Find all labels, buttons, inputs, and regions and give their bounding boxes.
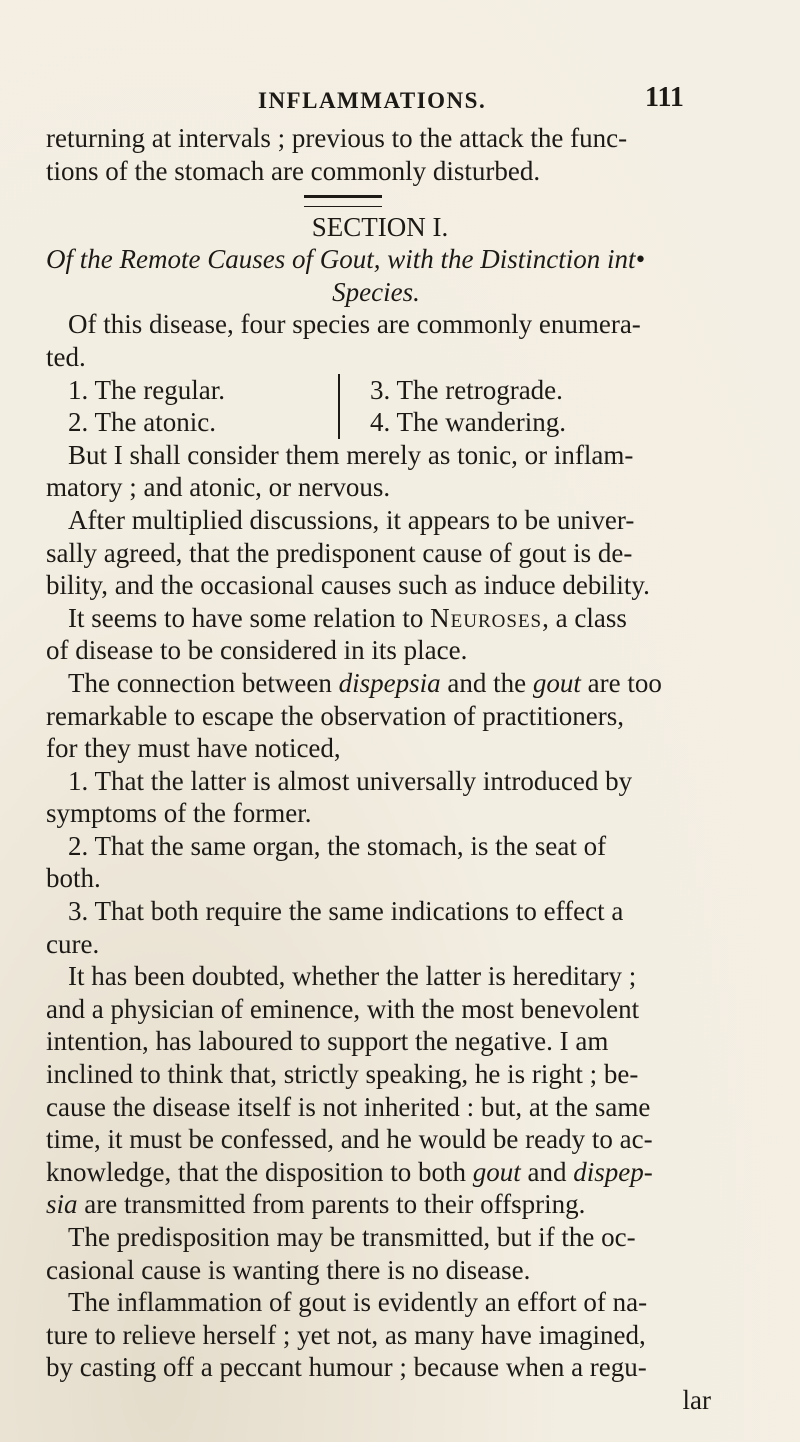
section-heading: SECTION I. xyxy=(311,212,449,243)
term-dispepsia: dispep- xyxy=(573,1156,653,1187)
text-line: After multiplied discussions, it appears to be univer- xyxy=(68,504,635,535)
text-span: are transmitted from parents to their offspring. xyxy=(77,1189,586,1220)
text-span: and the xyxy=(440,667,533,698)
text-line xyxy=(46,1188,761,1221)
list-item: 2. That the same organ, the stomach, is the seat of xyxy=(68,830,607,861)
species-item: 4. The wandering. xyxy=(370,407,566,438)
list-item: 3. That both require the same indications to effect a xyxy=(68,896,624,927)
text-line: for they must have noticed, xyxy=(46,733,341,764)
text-line: bility, and the occasional causes such as induce debility. xyxy=(46,570,650,601)
page-number: 111 xyxy=(645,82,684,113)
text-line: casional cause is wanting there is no disease. xyxy=(46,1254,531,1285)
text-line: of disease to be considered in its place. xyxy=(46,635,468,666)
running-head: INFLAMMATIONS. xyxy=(258,88,487,113)
section-rule xyxy=(304,195,382,207)
text-line: both. xyxy=(46,863,101,894)
text-line: tions of the stomach are commonly disturbed. xyxy=(46,155,541,186)
text-line: cure. xyxy=(46,928,100,959)
text-line: by casting off a peccant humour ; because when a regu- xyxy=(46,1352,647,1383)
text-line: ture to relieve herself ; yet not, as many have imagined, xyxy=(46,1319,646,1350)
text-line: It has been doubted, whether the latter is hereditary ; xyxy=(68,961,637,992)
text-span: The connection between xyxy=(68,667,339,698)
text-line: inclined to think that, strictly speaking, he is right ; be- xyxy=(46,1059,639,1090)
text-line: remarkable to escape the observation of practitioners, xyxy=(46,700,625,731)
text-line: symptoms of the former. xyxy=(46,798,312,829)
body-text xyxy=(46,122,761,1417)
text-span: It seems to have some relation to xyxy=(68,602,431,633)
species-item: 1. The regular. xyxy=(68,374,225,405)
text-span: are too xyxy=(580,667,662,698)
section-title-continued: Species. xyxy=(332,276,420,307)
text-line: But I shall consider them merely as tonic, or inflam- xyxy=(68,439,634,470)
text-line: ted. xyxy=(46,341,86,372)
species-item: 2. The atonic. xyxy=(68,407,216,438)
text-line xyxy=(46,1156,761,1189)
species-column-right xyxy=(338,374,640,439)
term-dispepsia-continued: sia xyxy=(46,1189,78,1220)
text-line: The predisposition may be transmitted, but if the oc- xyxy=(68,1222,636,1252)
text-line: cause the disease itself is not inherited : but, at the same xyxy=(46,1091,651,1122)
text-span: , a class xyxy=(542,602,627,633)
term-neuroses: Neuroses xyxy=(430,602,543,633)
species-item: 3. The retrograde. xyxy=(370,374,563,405)
text-line: time, it must be confessed, and he would be ready to ac- xyxy=(46,1124,653,1155)
text-line: Of this disease, four species are commonly enumera- xyxy=(68,309,641,340)
text-span: knowledge, that the disposition to both xyxy=(46,1156,473,1187)
term-dispepsia: dispepsia xyxy=(338,667,441,698)
text-line: intention, has laboured to support the negative. I am xyxy=(46,1026,609,1057)
text-span: and xyxy=(520,1156,574,1187)
text-line: matory ; and atonic, or nervous. xyxy=(46,472,391,503)
text-line xyxy=(46,667,761,700)
page-header xyxy=(0,82,800,122)
text-line xyxy=(46,602,761,635)
text-line: returning at intervals ; previous to the attack the func- xyxy=(46,123,628,153)
catchword: lar xyxy=(682,1384,711,1415)
text-line: and a physician of eminence, with the most benevolent xyxy=(46,993,640,1024)
term-gout: gout xyxy=(472,1156,521,1187)
species-column-left xyxy=(68,374,338,439)
text-line: sally agreed, that the predisponent cause of gout is de- xyxy=(46,537,633,568)
term-gout: gout xyxy=(532,667,581,698)
text-line: The inflammation of gout is evidently an effort of na- xyxy=(68,1287,648,1318)
list-item: 1. That the latter is almost universally introduced by xyxy=(68,765,633,796)
species-table xyxy=(68,374,761,439)
section-title: Of the Remote Causes of Gout, with the Distinction int• xyxy=(46,244,645,275)
